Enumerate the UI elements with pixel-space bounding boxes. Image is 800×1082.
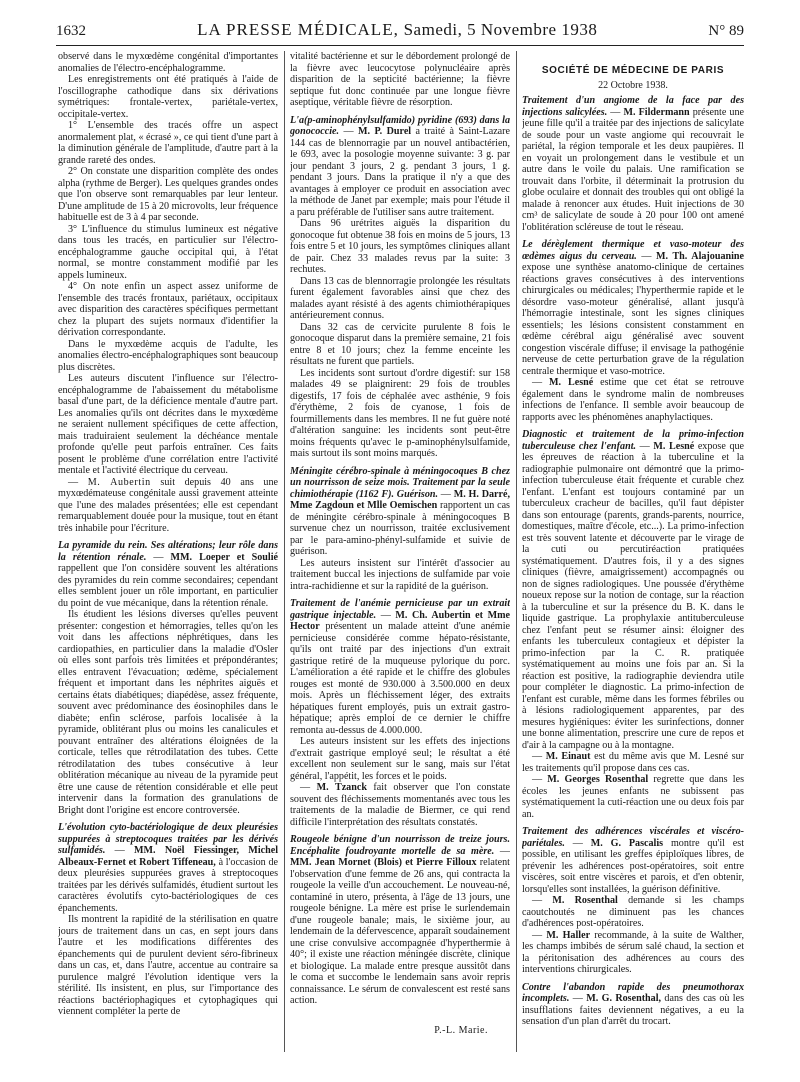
paragraph-text: présente une jeune fille qu'il a traitée par des injections de salicylate de soude pour un vaste angiome qui recouvrait le pariétal, la région temporale et les deux paupières. Il en voyait un prolongement dans le vestibule et un autre dans le voile du palais. Une ramification se trouvait dans l'orbite, il déterminait la protrusion du globe oculaire et donnait des troubles qui ont obligé la malade à renoncer aux études. Huit injections de 30 cm³ de salicylate de soude à 20 pour 100 ont amené l'oblitération scléreuse de tout le réseau.	[522, 106, 744, 233]
abstract-heading: Diagnostic et traitement de la primo-infection tuberculeuse chez l'enfant.	[522, 429, 744, 452]
paragraph: — M. Haller recommande, à la suite de Walther, les champs imbibés de sérum salé chaud, la section et la péritonisation des adhérences au cours des interventions chirurgicales.	[522, 929, 744, 975]
paragraph: vitalité bactérienne et sur le débordement prolongé de la fièvre avec leucocytose polynucléaire après disparition de la septicité bactérienne; la fièvre septique fut donc continuée par une longue fièvre aseptique, véritable fièvre de résorption.	[290, 51, 510, 108]
abstract-entry: Traitement de l'anémie pernicieuse par un extrait gastrique injectable. — M. Ch. Aubertin et Mme Hector présentent un malade atteint d'une anémie pernicieuse considérée comme hépato-résistante, qu'ils ont traité par des injections d'un extrait gastrique retiré de la muqueuse pylorique du porc. L'amélioration a été rapide et le chiffre des globules rouges est monté de 930.000 à 3.500.000 en deux mois. Après un fléchissement léger, des extraits hépatiques furent employés, puis un extrait gastro-hépatique; après emploi de ce dernier le chiffre remonta au-dessus de 4.000.000.	[290, 598, 510, 736]
abstract-entry: Le dérèglement thermique et vaso-moteur des œdèmes aigus du cerveau. — M. Th. Alajouanine expose une synthèse anatomo-clinique de certaines réactions graves consécutives à des interventions chirurgicales ou médicales; l'hyperthermie rapide et le désordre vaso-moteur généralisé, allant jusqu'à l'hémorragie intestinale, sont les signes cliniques essentiels; les lésions consistent constamment en œdème cérébral aigu généralisé avec souvent congestion viscérale diffuse; il envisage la pathogénie nerveuse de cette perturbation grave de la régulation centrale thermique et vaso-motrice.	[522, 239, 744, 377]
abstract-entry: Rougeole bénigne d'un nourrisson de treize jours. Encéphalite foudroyante mortelle de sa mère. — MM. Jean Mornet (Blois) et Pierre Filloux relatent l'observation d'une femme de 26 ans, qui contracta la rougeole la veille d'un accouchement. Le nouveau-né, contaminé in utero, présenta, à l'âge de 13 jours, une rougeole bénigne. La mère est prise le surlendemain d'une rougeole banale; mais, le sixième jour, au lendemain de la défervescence, apparaît soudainement une crise convulsive accompagnée d'hyperthermie à 40°; il existe une réaction méningée discrète, clinique et biologique. La malade entre presque aussitôt dans le coma et succombe le lendemain sans avoir repris connaissance. Le sérum de convalescent est resté sans action.	[290, 834, 510, 1006]
column-divider	[516, 51, 517, 1052]
paragraph-text: suit depuis 40 ans une myxœdémateuse congénitale aussi gravement atteinte que l'une des malades présentées; elle est cependant remarquablement douée pour la musique, tout en étant très inhabile pour l'écriture.	[58, 476, 278, 534]
speaker-name: M. Georges Rosenthal	[547, 774, 649, 785]
paragraph-text: expose une synthèse anatomo-clinique de certaines réactions graves consécutives à des interventions chirurgicales ou médicales; l'hyperthermie rapide et le désordre vaso-moteur généralisé, allant jusqu'à l'hémorragie intestinale, sont les signes cliniques essentiels; les lésions consistent constamment en œdème cérébral aigu généralisé avec souvent congestion viscérale diffuse; il envisage la pathogénie nerveuse de cette perturbation grave de la régulation centrale thermique et vaso-motrice.	[522, 262, 744, 377]
abstract-heading: L'a(p-aminophénylsulfamido) pyridine (693) dans la gonococcie.	[290, 114, 510, 137]
paragraph-text: relatent l'observation d'une femme de 26 ans, qui contracta la rougeole la veille d'un accouchement. Le nouveau-né, contaminé in utero, présenta, à l'âge de 13 jours, une rougeole bénigne. La mère est prise le surlendemain d'une rougeole banale; mais, le sixième jour, au lendemain de la défervescence, apparaît soudainement une crise convulsive accompagnée d'hyperthermie à 40°; il existe une réaction méningée discrète, clinique et biologique. La malade entre presque aussitôt dans le coma et succombe le lendemain sans avoir repris connaissance. Le sérum de convalescent est resté sans action.	[290, 857, 510, 1006]
abstract-heading: Traitement des adhérences viscérales et viscéro-pariétales.	[522, 826, 744, 849]
paragraph-text: a traité à Saint-Lazare 144 cas de blennorragie par un nouvel antibactérien, le 693, avec la posologie moyenne suivante: 3 g. par jour pendant 3 jours, 2 g. pendant 3 jours, 1 g. pendant 3 jours. Dans la pratique il n'y a que des avantages à employer ce produit en association avec la méthode de Janet par exemple; mais pour l'étude il a paru préférable de l'utiliser sans autre traitement.	[290, 126, 510, 218]
paragraph: — M. Georges Rosenthal regrette que dans les écoles les jeunes enfants ne subissent pas systématiquement la cuti-réaction une ou deux fois par an.	[522, 774, 744, 820]
paragraph: observé dans le myxœdème congénital d'importantes anomalies de l'électro-encéphalogramme.	[58, 51, 278, 74]
abstract-heading: La pyramide du rein. Ses altérations; leur rôle dans la rétention rénale.	[58, 540, 278, 563]
abstract-heading: Rougeole bénigne d'un nourrisson de treize jours. Encéphalite foudroyante mortelle de sa mère.	[290, 834, 510, 857]
paragraph: Les incidents sont surtout d'ordre digestif: sur 158 malades 49 se plaignirent: 29 fois de troubles digestifs, 17 fois de céphalée avec asthénie, 9 fois d'érythème, 2 fois de cyanose, 1 fois de fourmillements dans les membres. Il ne fut guère noté d'altération sanguine: les incidents sont peut-être moins fréquents qu'avec le p-aminophénylsulfamide, mais surtout ils sont moins marqués.	[290, 367, 510, 459]
abstract-entry: L'évolution cyto-bactériologique de deux pleurésies suppurées à streptocoques traitées par les dérivés sulfamidés. — MM. Noël Fiessinger, Michel Albeaux-Fernet et Robert Tiffeneau, à l'occasion de deux pleurésies suppurées graves à streptocoques traitées par les dérivés sulfamidés, étudient surtout les caractères évolutifs cyto-bactériologiques de ces épanchements.	[58, 822, 278, 914]
author-names: MM. Noël Fiessinger, Michel Albeaux-Fernet et Robert Tiffeneau,	[58, 845, 278, 868]
society-title: SOCIÉTÉ DE MÉDECINE DE PARIS	[541, 65, 725, 76]
author-names: M. Lesné	[653, 440, 695, 452]
paragraph: — M. Aubertin suit depuis 40 ans une myxœdémateuse congénitale aussi gravement atteinte que l'une des malades présentées; elle est cependant remarquablement douée pour la musique, tout en étant très inhabile pour l'écriture.	[58, 476, 278, 534]
paragraph-text: demande si les champs caoutchoutés ne diminuent pas les chances d'adhérences post-opératoires.	[522, 895, 744, 929]
author-names: M. H. Darré, Mme Zagdoun et Mlle Oemischen	[290, 488, 510, 511]
abstract-heading: Traitement de l'anémie pernicieuse par un extrait gastrique injectable.	[290, 598, 510, 621]
abstract-entry: Traitement des adhérences viscérales et viscéro-pariétales. — M. G. Pascalis montre qu'il est possible, en utilisant les greffes épiploïques libres, de prévenir les adhérences post-opératoires, soit entre viscères, soit entre viscères et parois, et d'en obtenir, lorsqu'elles sont installées, la guérison définitive.	[522, 826, 744, 895]
abstract-entry: La pyramide du rein. Ses altérations; leur rôle dans la rétention rénale. — MM. Loeper et Soulié rappellent que l'on considère souvent les altérations des pyramides du rein comme secondaires; cependant elles semblent jouer un rôle important, en particulier du point de vue mécanique, dans la rétention rénale.	[58, 540, 278, 609]
abstract-heading: Le dérèglement thermique et vaso-moteur des œdèmes aigus du cerveau.	[522, 239, 744, 262]
author-names: M. G. Rosenthal,	[586, 993, 662, 1004]
speaker-name: M. Haller	[546, 929, 591, 941]
abstract-entry: Diagnostic et traitement de la primo-infection tuberculeuse chez l'enfant. — M. Lesné expose que les épreuves de réaction à la tuberculine et la radiographie pulmonaire ont démontré que la primo-infection tuberculeuse était fréquente et curable chez l'enfant. L'enfant est toujours contaminé par un tuberculeux cracheur de bacilles, qu'il faut dépister dans son entourage (parents, grands-parents, nourrice, domestiques, maître d'école, etc...). La primo-infection est très souvent latente et découverte par le virage de la cuti ou percutiréaction pratiquées systématiquement. D'autres fois, il y a des signes cliniques (fièvre, amaigrissement) accompagnés ou non de signes radiologiques. Une poussée d'érythème noueux repose sur la notion de contage, sur la réaction à la tuberculine et sur la présence du B. K. dans le liquide gastrique. La prophylaxie antituberculeuse chez l'enfant peut se résumer ainsi: éloigner des enfants les tuberculeux contagieux et dépister la primo-infection par la C. R. pratiquée systématiquement au moins une fois par an. Si la réaction est positive, la radiographie deviendra utile pour compléter le diagnostic. La primo-infection de l'enfant est curable, même dans les formes fébriles ou à lésions radiologiquement apparentes, par des mesures hygiéniques: éviter les surinfections, donner une bonne alimentation, prescrire une cure de repos et d'air à la campagne ou à la montagne.	[522, 429, 744, 751]
abstract-entry: L'a(p-aminophénylsulfamido) pyridine (693) dans la gonococcie. — M. P. Durel a traité à Saint-Lazare 144 cas de blennorragie par un nouvel antibactérien, le 693, avec la posologie moyenne suivante: 3 g. par jour pendant 3 jours, 2 g. pendant 3 jours, 1 g. pendant 3 jours. Dans la pratique il n'y a que des avantages à employer ce produit en association avec la méthode de Janet par exemple; mais pour l'étude il a paru préférable de l'utiliser sans autre traitement.	[290, 114, 510, 218]
author-names: M. Ch. Aubertin et Mme Hector	[290, 609, 510, 632]
session-date: 22 Octobre 1938.	[598, 79, 668, 91]
paragraph-text: dans des cas où les insufflations faites deviennent négatives, a eu la sensation d'un plan d'arrêt du trocart.	[522, 993, 744, 1027]
abstract-entry: Traitement d'un angiome de la face par des injections salicylées. — M. Fildermann présente une jeune fille qu'il a traitée par des injections de salicylate de soude pour un vaste angiome qui recouvrait le pariétal, la région temporale et les deux paupières. Il en voyait un prolongement dans le vestibule et un autre dans le voile du palais. Une ramification se trouvait dans l'orbite, il déterminait la protrusion du globe oculaire et donnait des troubles qui ont obligé la malade à renoncer aux études. Huit injections de 30 cm³ de salicylate de soude à 20 pour 100 ont amené l'oblitération scléreuse de tout le réseau.	[522, 95, 744, 233]
speaker-name: M. Lesné	[549, 377, 594, 388]
journal-title: LA PRESSE MÉDICALE,	[197, 20, 399, 39]
issue-date: Samedi, 5 Novembre 1938	[403, 20, 598, 39]
paragraph-text: estime que cet état se retrouve également dans le syndrome malin de nombreuses infections de l'enfance. Il semble avoir beaucoup de rapports avec les phénomènes anaphylactiques.	[522, 377, 744, 423]
header-rule	[56, 45, 744, 46]
speaker-name: M. Tzanck	[316, 782, 367, 793]
paragraph-text: montre qu'il est possible, en utilisant les greffes épiploïques libres, de prévenir les adhérences post-opératoires, soit entre viscères, soit entre viscères et parois, et d'en obtenir, lorsqu'elles sont installées, la guérison définitive.	[522, 837, 744, 895]
paragraph: 4° On note enfin un aspect assez uniforme de l'ensemble des tracés frontaux, pariétaux, occipitaux avec disparition des caractères spécifiques permettant chez la plupart des sujets normaux d'identifier la dérivation correspondante.	[58, 281, 278, 338]
column-1	[58, 51, 278, 1064]
paragraph: 3° L'influence du stimulus lumineux est négative dans tous les tracés, en particulier sur l'électro-encéphalogramme gauche occipital qui, à l'état normal, se montre constamment modifié par les appels lumineux.	[58, 223, 278, 281]
author-names: M. G. Pascalis	[590, 837, 664, 849]
author-names: M. P. Durel	[357, 126, 412, 137]
paragraph: — M. Einaut est du même avis que M. Lesné sur les traitements qu'il propose dans ces cas.	[522, 751, 744, 774]
speaker-name: M. Einaut	[545, 751, 591, 762]
column-divider	[284, 51, 285, 1052]
paragraph: Les auteurs insistent sur l'intérêt d'associer au traitement buccal les injections de sulfamide par voie intra-rachidienne et sur la rapidité de la guérison.	[290, 557, 510, 592]
paragraph: Dans 13 cas de blennorragie prolongée les résultats furent également favorables ainsi que chez des malades ayant résisté à des agents chimiothérapiques antérieurement connus.	[290, 275, 510, 321]
paragraph: — M. Lesné estime que cet état se retrouve également dans le syndrome malin de nombreuses infections de l'enfance. Il semble avoir beaucoup de rapports avec les phénomènes anaphylactiques.	[522, 377, 744, 423]
abstract-heading: Traitement d'un angiome de la face par des injections salicylées.	[522, 95, 744, 118]
paragraph: Ils montrent la rapidité de la stérilisation en quatre jours de traitement dans un cas, en sept jours dans l'autre et les modifications différentes des épanchements qui de purulent devient séro-fibrineux dans un cas, et, dans l'autre, accentue au contraire sa purulence malgré l'évolution identique vers la stérilité. Ils insistent, en plus, sur l'importance des réactions bactériophagiques et cytophagiques qui viennent compléter la perte de	[58, 914, 278, 1017]
speaker-name: M. Aubertin	[87, 476, 151, 488]
paragraph-text: rapportent un cas de méningite cérébro-spinale à méningocoques B survenue chez un nourrisson, traitée exclusivement par le para-amino-phényl-sulfamide et suivie de guérison.	[290, 500, 510, 557]
speaker-name: M. Rosenthal	[552, 895, 618, 906]
paragraph: Les auteurs discutent l'influence sur l'électro-encéphalogramme de l'abaissement du métabolisme basal d'une part, de la déficience mentale d'autre part. Les anomalies qu'ils ont décrites dans le myxœdème ne seraient nullement spécifiques de cette affection, mais traduiraient seulement la déchéance mentale profonde qu'elle peut parfois entraîner. Ces faits posent le problème d'une corrélation entre l'activité mentale et l'activité électrique du cerveau.	[58, 373, 278, 476]
author-names: M. Fildermann	[623, 106, 690, 118]
abstract-entry: Contre l'abandon rapide des pneumothorax incomplets. — M. G. Rosenthal, dans des cas où les insufflations faites deviennent négatives, a eu la sensation d'un plan d'arrêt du trocart.	[522, 981, 744, 1027]
paragraph-text: recommande, à la suite de Walther, les champs imbibés de sérum salé chaud, la section et la péritonisation des adhérences au cours des interventions chirurgicales.	[522, 929, 744, 975]
author-names: MM. Loeper et Soulié	[170, 551, 278, 563]
abstract-heading: L'évolution cyto-bactériologique de deux pleurésies suppurées à streptocoques traitées par les dérivés sulfamidés.	[58, 822, 278, 856]
paragraph-text: rappellent que l'on considère souvent les altérations des pyramides du rein comme secondaires; cependant elles semblent jouer un rôle important, en particulier du point de vue mécanique, dans la rétention rénale.	[58, 563, 278, 609]
paragraph-text: regrette que dans les écoles les jeunes enfants ne subissent pas systématiquement la cuti-réaction une ou deux fois par an.	[522, 774, 744, 820]
column-2	[290, 51, 510, 1064]
abstract-heading: Contre l'abandon rapide des pneumothorax incomplets.	[522, 981, 744, 1004]
paragraph: 2° On constate une disparition complète des ondes alpha (rythme de Berger). Les quelques grandes ondes que l'on observe sont remarquables par leur lenteur. D'une amplitude de 15 à 20 microvolts, leur fréquence habituelle est de 3 à 4 par seconde.	[58, 166, 278, 223]
paragraph: Dans le myxœdème acquis de l'adulte, les anomalies électro-encéphalographiques sont beaucoup plus discrètes.	[58, 338, 278, 373]
paragraph-text: présentent un malade atteint d'une anémie pernicieuse considérée comme hépato-résistante, qu'ils ont traité par des injections d'un extrait gastrique retiré de la muqueuse pylorique du porc. L'amélioration a été rapide et le chiffre des globules rouges est monté de 930.000 à 3.500.000 en deux mois. Après un fléchissement léger, des extraits hépatiques furent employés, puis un extrait gastro-hépatique; après emploi de ce dernier le chiffre remonta au-dessus de 4.000.000.	[290, 621, 510, 736]
column-3	[522, 51, 744, 1064]
paragraph: — M. Tzanck fait observer que l'on constate souvent des fléchissements momentanés avec tous les traitements de la maladie de Biermer, ce qui rend difficile l'interprétation des résultats constatés.	[290, 782, 510, 828]
paragraph-text: à l'occasion de deux pleurésies suppurées graves à streptocoques traitées par les dérivés sulfamidés, étudient surtout les caractères évolutifs cyto-bactériologiques de ces épanchements.	[58, 856, 278, 914]
issue-number: N° 89	[708, 23, 744, 39]
page-number: 1632	[56, 23, 86, 39]
page-header	[56, 20, 744, 42]
paragraph: Ils étudient les lésions diverses qu'elles peuvent présenter: congestion et hémorragies, telles qu'on les voit dans les affections néphrétiques, dans les cardiopathies, en particulier dans la maladie d'Osler où elles sont parfois très limitées et prépondérantes; elles entravent l'évacuation; œdème, spécialement fréquent et important dans les néphrites aiguës et certains états diabétiques; diapédèse, assez fréquente, souvent avec prédominance des éosinophiles dans le diabète; enfin sclérose, parfois localisée à la pyramide, oblitérant plus ou moins les canalicules et pouvant entraîner des altérations éloignées de la corticale, telles que rétrodilatation des tubes. Cette rétrodilatation des tubes consécutive à leur oblitération mécanique au niveau de la pyramide peut être une cause de rétention considérable et elle peut intervenir dans la formation des granulations de Bright dont l'origine est encore controversée.	[58, 609, 278, 816]
paragraph-text: est du même avis que M. Lesné sur les traitements qu'il propose dans ces cas.	[522, 751, 744, 774]
journal-masthead	[197, 20, 597, 40]
author-signature: P.-L. Marie.	[434, 1024, 488, 1036]
author-names: MM. Jean Mornet (Blois) et Pierre Filloux	[290, 857, 477, 868]
paragraph: Les auteurs insistent sur les effets des injections d'extrait gastrique employé seul; le résultat a été excellent non seulement sur le sang, mais sur l'état général, l'appétit, les forces et le poids.	[290, 736, 510, 782]
paragraph-text: fait observer que l'on constate souvent des fléchissements momentanés avec tous les traitements de la maladie de Biermer, ce qui rend difficile l'interprétation des résultats constatés.	[290, 782, 510, 828]
paragraph: Dans 96 urétrites aiguës la disparition du gonocoque fut obtenue 38 fois en moins de 5 jours, 13 fois entre 5 et 10 jours, les symptômes cliniques allant de pair. Chez 33 malades revus par la suite: 3 rechutes.	[290, 218, 510, 275]
paragraph-text: expose que les épreuves de réaction à la tuberculine et la radiographie pulmonaire ont démontré que la primo-infection tuberculeuse était fréquente et curable chez l'enfant. L'enfant est toujours contaminé par un tuberculeux cracheur de bacilles, qu'il faut dépister dans son entourage (parents, grands-parents, nourrice, domestiques, maître d'école, etc...). La primo-infection est très souvent latente et découverte par le virage de la cuti ou percutiréaction pratiquées systématiquement. D'autres fois, il y a des signes cliniques (fièvre, amaigrissement) accompagnés ou non de signes radiologiques. Une poussée d'érythème noueux repose sur la notion de contage, sur la réaction à la tuberculine et sur la présence du B. K. dans le liquide gastrique. La prophylaxie antituberculeuse chez l'enfant peut se résumer ainsi: éloigner des enfants les tuberculeux contagieux et dépister la primo-infection par la C. R. pratiquée systématiquement au moins une fois par an. Si la réaction est positive, la radiographie deviendra utile pour compléter le diagnostic. La primo-infection de l'enfant est curable, même dans les formes fébriles ou à lésions radiologiquement apparentes, par des mesures hygiéniques: éviter les surinfections, donner une bonne alimentation, prescrire une cure de repos et d'air à la campagne ou à la montagne.	[522, 440, 744, 751]
abstract-entry: Méningite cérébro-spinale à méningocoques B chez un nourrisson de seize mois. Traitement par la seule chimiothérapie (1162 F). Guérison. — M. H. Darré, Mme Zagdoun et Mlle Oemischen rapportent un cas de méningite cérébro-spinale à méningocoques B survenue chez un nourrisson, traitée exclusivement par le para-amino-phényl-sulfamide et suivie de guérison.	[290, 465, 510, 557]
paragraph: Dans 32 cas de cervicite purulente 8 fois le gonocoque disparut dans la première semaine, 21 fois entre 8 et 10 jours; chez la femme enceinte les résultats ne furent que partiels.	[290, 321, 510, 367]
abstract-heading: Méningite cérébro-spinale à méningocoques B chez un nourrisson de seize mois. Traitement par la seule chimiothérapie (1162 F). Guérison.	[290, 465, 510, 500]
author-names: M. Th. Alajouanine	[656, 250, 744, 262]
paragraph: 1° L'ensemble des tracés offre un aspect anormalement plat, « écrasé », ce qui tient d'une part à la diminution générale de l'amplitude, d'autre part à la grande rareté des ondes.	[58, 120, 278, 166]
paragraph: Les enregistrements ont été pratiqués à l'aide de l'oscillographe cathodique dans six dérivations symétriques: frontale-vertex, pariétale-vertex, occipitale-vertex.	[58, 74, 278, 120]
paragraph: — M. Rosenthal demande si les champs caoutchoutés ne diminuent pas les chances d'adhérences post-opératoires.	[522, 895, 744, 929]
